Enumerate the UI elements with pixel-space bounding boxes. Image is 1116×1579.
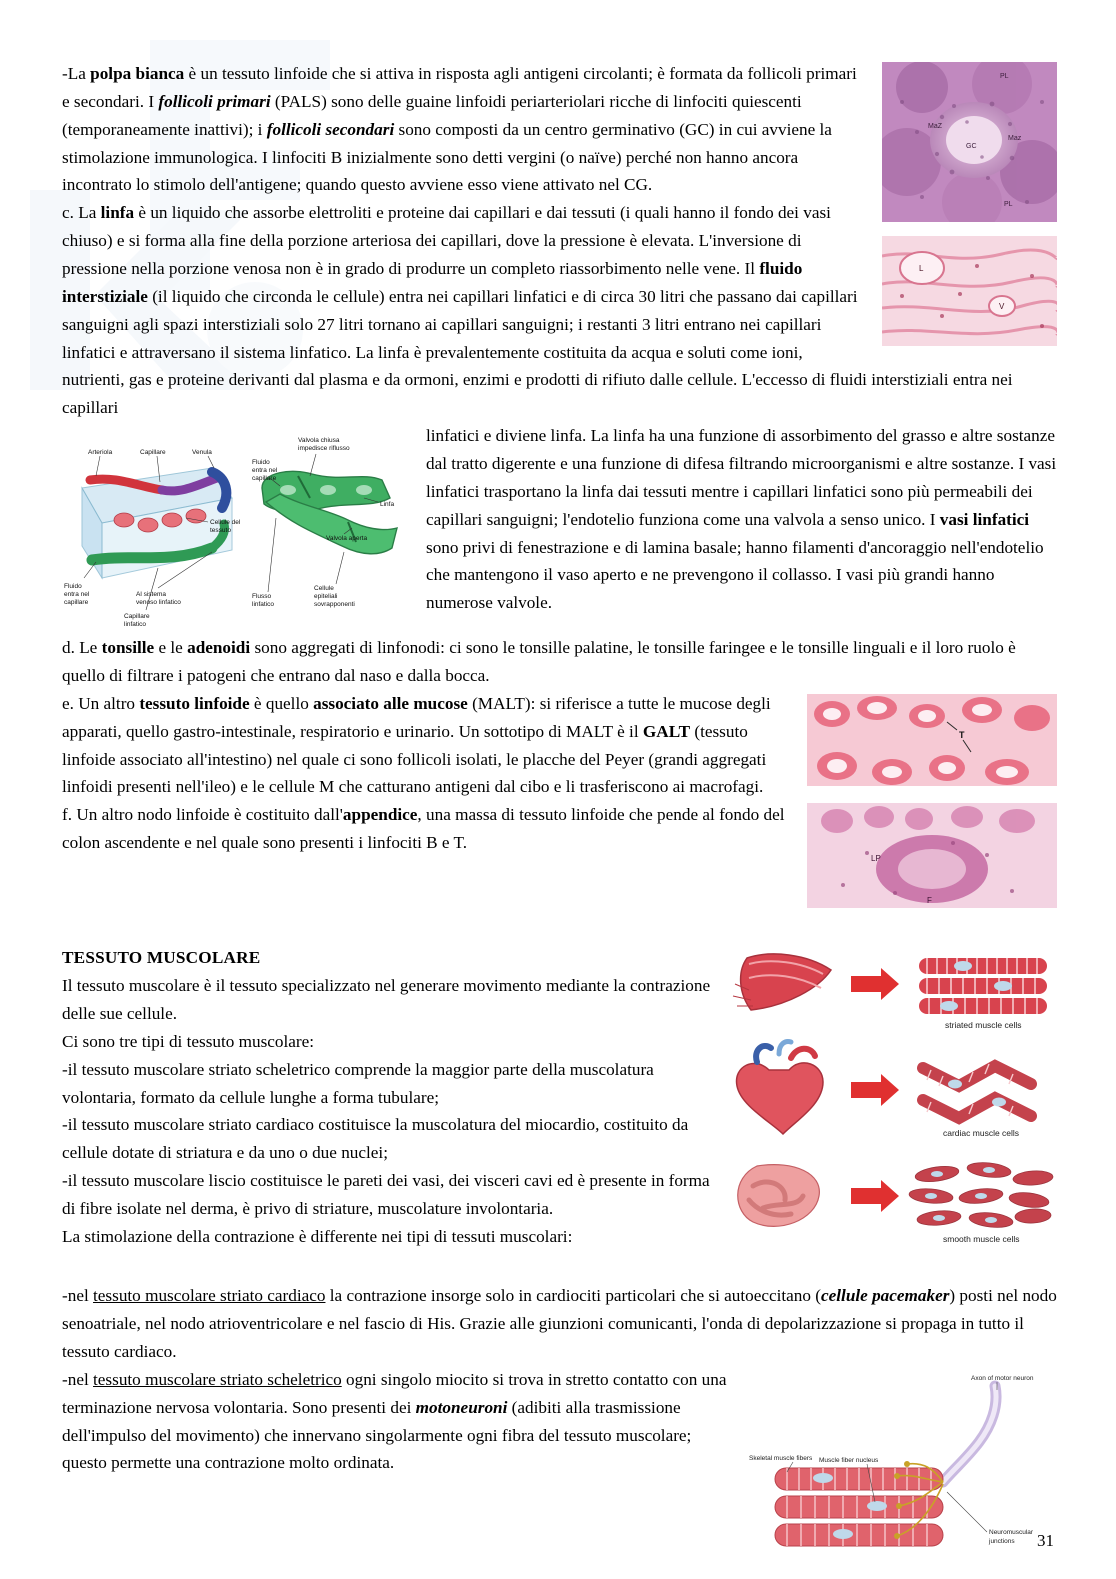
paragraph-tre-tipi: Ci sono tre tipi di tessuto muscolare: [62, 1031, 315, 1051]
svg-text:V: V [999, 302, 1005, 311]
paragraph-scheletrico: -il tessuto muscolare striato scheletrico comprende la maggior parte della muscolatura volontaria, formato da cellule lunghe a forma tubulare; [62, 1059, 654, 1107]
page-number: 31 [1037, 1531, 1054, 1550]
paragraph-polpa-bianca: -La polpa bianca è un tessuto linfoide che si attiva in risposta agli antigeni circolanti; è formata da follicoli primari e secondari. I follicoli primari (PALS) sono delle guaine linfoidi periarteriolari ricche di linfociti quiescenti (temporaneamente inattivi); i follicoli secondari sono composti da un centro germinativo (GC) in cui avviene la stimolazione immunologica. I linfociti B inizialmente sono detti vergini (o naïve) perché non hanno ancora incontrato lo stimolo dell'antigene; quando questo avviene esso viene attivato nel CG. [62, 64, 857, 195]
paragraph-linfa-continued: linfatici e diviene linfa. La linfa ha una funzione di assorbimento del grasso e altre sostanze dal tratto digerente e una funzione di difesa filtrando microorganismi e altre sostanze. I vasi linfatici trasportano la linfa dai tessuti mentre i capillari linfatici sono più permeabili dei capillari sanguigni; l'endotelio funziona come una valvola a senso unico. I vasi linfatici sono privi di fenestrazione e di lamina basale; hanno filamenti d'ancoraggio nell'endotelio che mantengono il vaso aperto e ne prevengono il collasso. I vasi più grandi hanno numerose valvole. [426, 426, 1057, 613]
svg-text:epiteliali: epiteliali [314, 593, 338, 601]
figure-spleen-white-pulp [882, 62, 1057, 222]
svg-text:Muscle fiber nucleus: Muscle fiber nucleus [819, 1456, 879, 1464]
svg-text:Valvola chiusa: Valvola chiusa [298, 437, 340, 445]
svg-text:Capillare: Capillare [140, 449, 166, 457]
svg-text:PL: PL [1000, 73, 1009, 80]
paragraph-scheletrico-contrazione: -nel tessuto muscolare striato scheletrico ogni singolo miocito si trova in stretto contatto con una terminazione nervosa volontaria. Sono presenti dei motoneuroni (adibiti alla trasmissione dell'impulso del movimento) che innervano singolarmente ogni fibra del tessuto muscolare; questo permette una contrazione molto ordinata. [62, 1369, 727, 1473]
svg-text:Fluido: Fluido [252, 459, 270, 467]
svg-text:L: L [919, 264, 924, 273]
page-content [62, 60, 1057, 1572]
paragraph-muscolare-intro: Il tessuto muscolare è il tessuto specializzato nel generare movimento mediante la contrazione delle sue cellule. [62, 976, 711, 1024]
figure-peyer-patch-micrograph [807, 803, 1057, 908]
figure-neuromuscular-junction [747, 1372, 1057, 1572]
svg-text:tessuto: tessuto [210, 527, 231, 535]
svg-text:Flusso: Flusso [252, 593, 272, 601]
svg-text:F: F [927, 896, 932, 906]
svg-text:Axon of motor neuron: Axon of motor neuron [971, 1374, 1034, 1382]
svg-text:Linfa: Linfa [380, 501, 395, 509]
paragraph-stimolazione: La stimolazione della contrazione è differente nei tipi di tessuti muscolari: [62, 1226, 573, 1246]
svg-text:Venula: Venula [192, 449, 212, 457]
svg-text:GC: GC [966, 143, 977, 150]
paragraph-appendice: f. Un altro nodo linfoide è costituito dall'appendice, una massa di tessuto linfoide che pende al fondo del colon ascendente e nel quale sono presenti i linfociti B e T. [62, 805, 785, 853]
figure-lymphatic-capillary-and-valve [62, 428, 412, 628]
paragraph-liscio: -il tessuto muscolare liscio costituisce le pareti dei vasi, dei visceri cavi ed è presente in forma di fibre isolate nel derma, è privo di striature, muscolature involontaria. [62, 1171, 710, 1219]
paragraph-cardiaco: -il tessuto muscolare striato cardiaco costituisce la muscolatura del miocardio, costituito da cellule dotate di striatura e da uno o due nuclei; [62, 1115, 689, 1163]
svg-text:junctions: junctions [989, 1537, 1015, 1545]
svg-text:Maz: Maz [1008, 135, 1022, 142]
paragraph-linfa: c. La linfa è un liquido che assorbe elettroliti e proteine dai capillari e dai tessuti (i quali hanno il fondo dei vasi chiuso) e si forma alla fine della porzione arteriosa dei capillari, dove la pressione è elevata. L'inversione di pressione nella porzione venosa non è in grado di produrre un completo riassorbimento nelle vene. Il fluido interstiziale (il liquido che circonda le cellule) entra nei capillari linfatici e di circa 30 litri che passano dai capillari sanguigni agli spazi interstiziali solo 27 litri tornano ai capillari sanguigni; i restanti 3 litri entrano nei capillari linfatici e attraversano il sistema linfatico. La linfa è prevalentemente costituita da acqua e soluti come ioni, nutrienti, gas e proteine derivanti dal plasma e da ormoni, enzimi e prodotti di rifiuto dalle cellule. L'eccesso di fluidi interstiziali entra nei capillari [62, 203, 1013, 418]
svg-text:Skeletal muscle fibers: Skeletal muscle fibers [749, 1454, 813, 1462]
svg-text:linfatico: linfatico [252, 601, 275, 609]
figure-malt-micrograph [807, 694, 1057, 786]
svg-text:Fluido: Fluido [64, 583, 82, 591]
svg-text:T: T [959, 729, 965, 740]
svg-text:impedisce riflusso: impedisce riflusso [298, 445, 350, 453]
svg-text:Neuromuscular: Neuromuscular [989, 1528, 1034, 1536]
figure-muscle-types-column [727, 944, 1057, 1274]
svg-text:Arteriola: Arteriola [88, 449, 113, 457]
svg-text:Al sistema: Al sistema [136, 591, 166, 599]
svg-text:entra nel: entra nel [64, 591, 90, 599]
svg-text:linfatico: linfatico [124, 621, 147, 629]
heading-tessuto-muscolare: TESSUTO MUSCOLARE [62, 948, 261, 968]
svg-text:cardiac muscle cells: cardiac muscle cells [943, 1128, 1020, 1139]
paragraph-malt: e. Un altro tessuto linfoide è quello associato alle mucose (MALT): si riferisce a tutte le mucose degli apparati, quello gastro-intestinale, respiratorio e urinario. Un sottotipo di MALT è il GALT (tessuto linfoide associato all'intestino) nel quale ci sono follicoli isolati, le placche del Peyer (grandi aggregati linfoidi presenti nell'ileo) e le cellule M che catturano antigeni dal cibo e li trasferiscono ai macrofagi. [62, 693, 771, 797]
svg-text:capillare: capillare [64, 599, 89, 607]
svg-text:striated muscle cells: striated muscle cells [945, 1020, 1022, 1031]
figure-lymphatic-vessel-micrograph [882, 236, 1057, 346]
paragraph-cardiaco-contrazione: -nel tessuto muscolare striato cardiaco la contrazione insorge solo in cardiociti particolari che si autoeccitano (cellule pacemaker) posti nel nodo senoatriale, nel nodo atrioventricolare e nel fascio di His. Grazie alle giunzioni comunicanti, l'onda di depolarizzazione si propaga in tutto il tessuto cardiaco. [62, 1286, 1057, 1362]
paragraph-tonsille: d. Le tonsille e le adenoidi sono aggregati di linfonodi: ci sono le tonsille palatine, le tonsille faringee e le tonsille linguali e il loro ruolo è quello di filtrare i patogeni che entrano dal naso e dalla bocca. [62, 638, 1016, 686]
svg-text:LP: LP [871, 854, 881, 864]
svg-text:Cellule: Cellule [314, 585, 334, 593]
svg-text:Capillare: Capillare [124, 613, 150, 621]
svg-text:entra nel: entra nel [252, 467, 278, 475]
svg-text:smooth muscle cells: smooth muscle cells [943, 1234, 1020, 1245]
svg-text:venoso linfatico: venoso linfatico [136, 599, 181, 607]
svg-text:PL: PL [1004, 201, 1013, 208]
svg-text:capillare: capillare [252, 475, 277, 483]
svg-text:Cellule del: Cellule del [210, 519, 241, 527]
svg-text:MaZ: MaZ [928, 123, 942, 130]
svg-text:Valvola aperta: Valvola aperta [326, 535, 368, 543]
svg-text:sovrapponenti: sovrapponenti [314, 601, 355, 609]
